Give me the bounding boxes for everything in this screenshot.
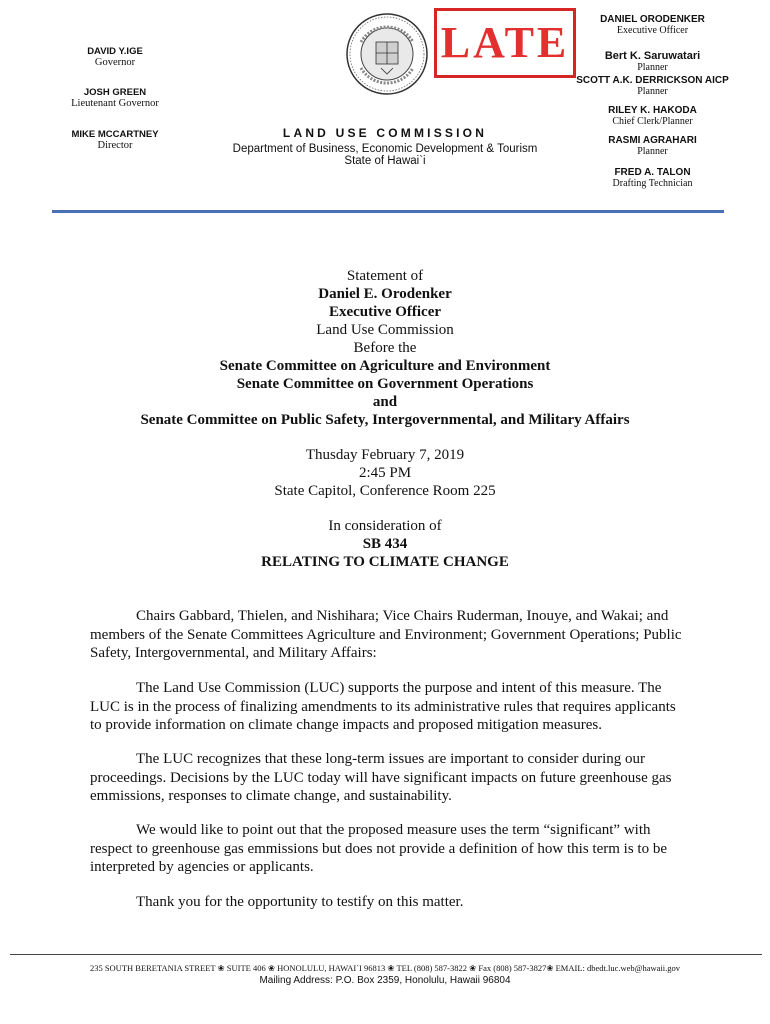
state-name: State of Hawai`i: [344, 155, 426, 167]
staff-name: FRED A. TALON: [614, 167, 691, 178]
staff-name: RASMI AGRAHARI: [608, 135, 697, 146]
staff-title: Executive Officer: [616, 25, 689, 36]
late-stamp-text: LATE: [440, 18, 570, 67]
official-title: Governor: [94, 57, 136, 68]
state-seal-icon: [345, 12, 429, 96]
staff-name: DANIEL ORODENKER: [600, 14, 705, 25]
speaker-name: Daniel E. Orodenker: [318, 286, 452, 302]
official-lt-governor: [50, 87, 180, 109]
hearing-location: State Capitol, Conference Room 225: [274, 483, 496, 499]
staff-title: Planner: [637, 86, 668, 97]
staff-drafting-tech: [570, 167, 735, 189]
before-the: Before the: [353, 340, 417, 356]
staff-name: SCOTT A.K. DERRICKSON AICP: [576, 75, 729, 86]
committee-and: and: [372, 394, 398, 410]
staff-planner-1: [570, 50, 735, 73]
bill-info: [60, 517, 710, 571]
official-director: [50, 129, 180, 151]
closing-paragraph: Thank you for the opportunity to testify on this matter.: [136, 894, 464, 910]
footer-divider: [10, 954, 762, 955]
committee-1: Senate Committee on Agriculture and Environment: [219, 358, 551, 374]
official-name: JOSH GREEN: [83, 87, 147, 98]
body-paragraph-2: The LUC recognizes that these long-term issues are important to consider during our proceedings. Decisions by the LUC today will have significant impacts on future greenhouse gas emmissions, responses to climate change, and sustainability.: [90, 751, 672, 804]
staff-title: Planner: [637, 146, 668, 157]
official-governor: [50, 46, 180, 68]
staff-title: Chief Clerk/Planner: [612, 116, 693, 127]
staff-title: Drafting Technician: [612, 178, 693, 189]
staff-name: RILEY K. HAKODA: [608, 105, 697, 116]
official-title: Director: [97, 140, 133, 151]
staff-title: Planner: [637, 62, 668, 73]
staff-chief-clerk: [570, 105, 735, 127]
statement-of: Statement of: [346, 268, 424, 284]
footer-mailing-address: Mailing Address: P.O. Box 2359, Honolulu, Hawaii 96804: [259, 975, 511, 986]
staff-planner-2: [560, 75, 745, 97]
hearing-details: [60, 446, 710, 500]
staff-executive-officer: [570, 14, 735, 36]
department-name: Department of Business, Economic Development & Tourism: [232, 143, 538, 155]
official-name: MIKE MCCARTNEY: [71, 129, 159, 140]
staff-name: Bert K. Saruwatari: [604, 50, 701, 62]
speaker-title: Executive Officer: [328, 304, 442, 320]
speaker-agency: Land Use Commission: [316, 322, 454, 338]
hearing-time: 2:45 PM: [358, 465, 412, 481]
official-name: DAVID Y.IGE: [87, 46, 143, 57]
salutation-paragraph: Chairs Gabbard, Thielen, and Nishihara; Vice Chairs Ruderman, Inouye, and Wakai; and members of the Senate Committees Agriculture and Environment; Government Operations; Public Safety, Intergovernmental, and Military Affairs:: [90, 608, 682, 661]
staff-planner-3: [570, 135, 735, 157]
committee-2: Senate Committee on Government Operations: [236, 376, 534, 392]
consideration-label: In consideration of: [328, 518, 442, 534]
footer-address: 235 SOUTH BERETANIA STREET ❀ SUITE 406 ❀ HONOLULU, HAWAI`I 96813 ❀ TEL (808) 587-3822 ❀ Fax (808) 587-3827❀ EMAIL: dbedt.luc.web@hawaii.gov: [89, 963, 681, 973]
agency-name: LAND USE COMMISSION: [282, 126, 488, 140]
bill-title: RELATING TO CLIMATE CHANGE: [261, 554, 509, 570]
body-paragraph-1: The Land Use Commission (LUC) supports the purpose and intent of this measure. The LUC is in the process of finalizing amendments to its administrative rules that requires applicants to provide information on climate change impacts and proposed mitigation measures.: [90, 680, 676, 733]
statement-heading: [60, 267, 710, 429]
header-divider: [52, 210, 724, 213]
committee-3: Senate Committee on Public Safety, Intergovernmental, and Military Affairs: [140, 412, 630, 428]
late-stamp: [434, 8, 576, 78]
bill-number: SB 434: [362, 536, 408, 552]
body-paragraph-3: We would like to point out that the proposed measure uses the term “significant” with respect to greenhouse gas emmissions but does not provide a definition of how this term is to be interpreted by agencies or applicants.: [90, 822, 667, 875]
letterhead-title: [200, 126, 570, 167]
official-title: Lieutenant Governor: [71, 98, 159, 109]
hearing-date: Thusday February 7, 2019: [305, 447, 465, 463]
